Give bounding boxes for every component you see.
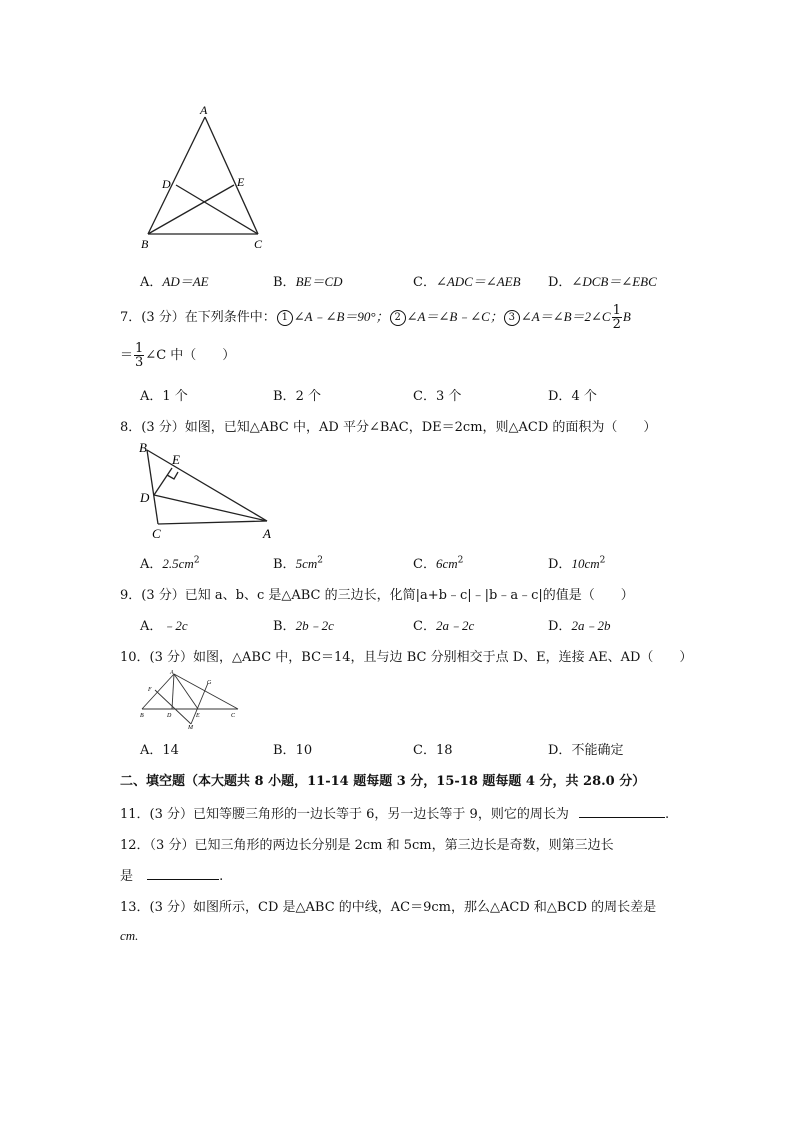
segment-bc: [147, 450, 158, 524]
segment-ca: [158, 521, 267, 524]
q8-stem: 8．(3 分）如图，已知△ABC 中，AD 平分∠BAC，DE＝2cm，则△ACD 的面积为（ ）: [120, 420, 657, 435]
q6-option-d[interactable]: D．∠DCB＝∠EBC: [548, 274, 657, 290]
segment-ac: [205, 117, 258, 234]
vertex-label-e: E: [237, 175, 245, 189]
q7-option-d[interactable]: D．4 个: [548, 389, 597, 404]
q10-stem: 10．(3 分）如图，△ABC 中，BC＝14，且与边 BC 分别相交于点 D、E，连接 AE、AD（ ）: [120, 650, 693, 665]
q7-stem-line2: ＝ $\frac{1}{3}$ ∠C 中（ ）: [120, 341, 236, 370]
triangle-figure-q8: [130, 440, 280, 540]
segment-ba: [147, 450, 267, 521]
vertex-label-b: B: [140, 713, 144, 719]
q6-option-c[interactable]: C．∠ADC＝∠AEB: [413, 274, 521, 290]
q8-option-d[interactable]: D．$10cm^2$: [548, 555, 606, 572]
vertex-label-c: C: [231, 713, 236, 719]
q9-option-b[interactable]: B．2b﹣2c: [273, 618, 334, 634]
segment-ac: [174, 674, 238, 709]
q8-option-a[interactable]: A．$2.5cm^2$: [140, 555, 200, 572]
vertex-label-d: D: [140, 490, 150, 505]
q9-option-a[interactable]: A．﹣2c: [140, 618, 188, 634]
q6-option-b[interactable]: B．BE＝CD: [273, 274, 343, 290]
vertex-label-f: F: [148, 687, 152, 693]
segment-cd: [176, 185, 258, 234]
q9-option-c[interactable]: C．2a﹣2c: [413, 618, 475, 634]
q7-stem-line1: 7．(3 分）在下列条件中： 1 ∠A﹣∠B＝90°； 2 ∠A＝∠B﹣∠C； 3 ∠A＝∠B＝2∠C $\frac{1}{2}$ B: [120, 303, 631, 332]
triangle-figure-q10: [136, 668, 248, 730]
vertex-label-a: A: [263, 526, 271, 540]
vertex-label-d: D: [167, 713, 172, 719]
q13-stem-line1: 13．(3 分）如图所示，CD 是△ABC 的中线，AC＝9cm，那么△ACD 和△BCD 的周长差是: [120, 900, 657, 915]
section-heading-fill-in: 二、填空题（本大题共 8 小题，11-14 题每题 3 分，15-18 题每题 4 分，共 28.0 分）: [120, 774, 646, 789]
q8-option-b[interactable]: B．$5cm^2$: [273, 555, 323, 572]
vertex-label-b: B: [139, 440, 147, 455]
q9-stem: 9．(3 分）已知 a、b、c 是△ABC 的三边长，化简|a+b﹣c|﹣|b﹣a﹣c|的值是（ ）: [120, 588, 634, 603]
vertex-label-d: D: [162, 177, 171, 191]
q7-option-a[interactable]: A．1 个: [140, 389, 188, 404]
circled-number: 1: [277, 310, 293, 326]
fraction-half: $\frac{1}{2}$: [612, 303, 621, 332]
q11-stem: 11．(3 分）已知等腰三角形的一边长等于 6，另一边长等于 9，则它的周长为 .: [120, 807, 670, 822]
q7-option-c[interactable]: C．3 个: [413, 389, 462, 404]
circled-number: 3: [504, 310, 520, 326]
vertex-label-g: G: [207, 680, 212, 686]
vertex-label-c: C: [254, 237, 263, 251]
segment-de: [154, 468, 172, 495]
q10-option-a[interactable]: A．14: [140, 743, 179, 758]
segment-ae: [174, 674, 198, 709]
q7-option-b[interactable]: B．2 个: [273, 389, 321, 404]
triangle-figure-q6: [130, 100, 280, 255]
circled-number: 2: [390, 310, 406, 326]
q10-option-c[interactable]: C．18: [413, 743, 453, 758]
segment-ab: [148, 117, 205, 234]
q6-option-a[interactable]: A．AD＝AE: [140, 274, 209, 290]
vertex-label-e: E: [172, 452, 180, 467]
fraction-third: $\frac{1}{3}$: [135, 341, 144, 370]
q10-option-d[interactable]: D．不能确定: [548, 743, 624, 758]
q9-option-d[interactable]: D．2a﹣2b: [548, 618, 611, 634]
vertex-label-a: A: [200, 103, 208, 117]
q12-stem-line1: 12．（3 分）已知三角形的两边长分别是 2cm 和 5cm，第三边长是奇数，则第三边长: [120, 838, 614, 853]
q8-option-c[interactable]: C．$6cm^2$: [413, 555, 464, 572]
segment-ad: [172, 674, 174, 709]
q12-stem-line2: 是 .: [120, 869, 224, 884]
q10-option-b[interactable]: B．10: [273, 743, 313, 758]
vertex-label-b: B: [141, 237, 149, 251]
vertex-label-a: A: [170, 670, 174, 676]
answer-blank[interactable]: [579, 817, 665, 818]
vertex-label-c: C: [152, 526, 161, 540]
q13-stem-line2: cm.: [120, 928, 139, 943]
segment-da: [154, 495, 267, 521]
segment-be: [148, 185, 234, 234]
vertex-label-e: E: [196, 713, 200, 719]
answer-blank[interactable]: [147, 879, 219, 880]
vertex-label-m: M: [188, 725, 193, 730]
